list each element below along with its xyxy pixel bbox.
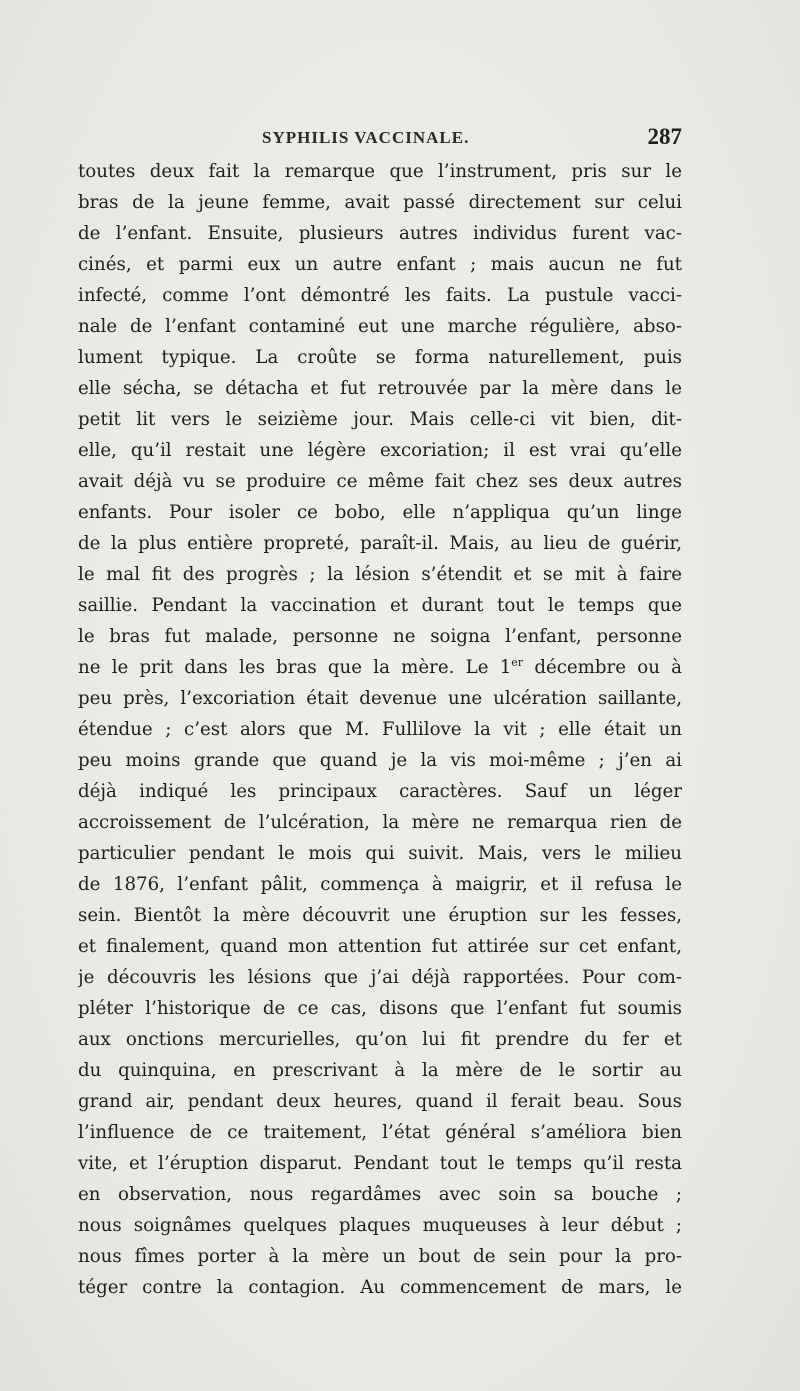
- text-line: peu près, l’excoriation était devenue une ulcération saillante,: [78, 688, 682, 709]
- text-line: accroissement de l’ulcération, la mère ne remarqua rien de: [78, 812, 682, 833]
- text-line: vite, et l’éruption disparut. Pendant tout le temps qu’il resta: [78, 1153, 682, 1174]
- text-line: le bras fut malade, personne ne soigna l’enfant, personne: [78, 626, 682, 647]
- text-line: cinés, et parmi eux un autre enfant ; mais aucun ne fut: [78, 254, 682, 275]
- text-line: toutes deux fait la remarque que l’instrument, pris sur le: [78, 161, 682, 182]
- text-line: peu moins grande que quand je la vis moi-même ; j’en ai: [78, 750, 682, 771]
- text-line: déjà indiqué les principaux caractères. Sauf un léger: [78, 781, 682, 802]
- text-line: de 1876, l’enfant pâlit, commença à maigrir, et il refusa le: [78, 874, 682, 895]
- text-line: particulier pendant le mois qui suivit. Mais, vers le milieu: [78, 843, 682, 864]
- text-line: pléter l’historique de ce cas, disons que l’enfant fut soumis: [78, 998, 682, 1019]
- text-line: elle, qu’il restait une légère excoriation; il est vrai qu’elle: [78, 440, 682, 461]
- text-line: je découvris les lésions que j’ai déjà rapportées. Pour com-: [78, 967, 682, 988]
- text-line: le mal fit des progrès ; la lésion s’étendit et se mit à faire: [78, 564, 682, 585]
- page-header: [78, 124, 682, 154]
- text-line: petit lit vers le seizième jour. Mais celle-ci vit bien, dit-: [78, 409, 682, 430]
- text-line: et finalement, quand mon attention fut attirée sur cet enfant,: [78, 936, 682, 957]
- text-line: elle sécha, se détacha et fut retrouvée par la mère dans le: [78, 378, 682, 399]
- text-line: étendue ; c’est alors que M. Fullilove la vit ; elle était un: [78, 719, 682, 740]
- text-line: l’influence de ce traitement, l’état général s’améliora bien: [78, 1122, 682, 1143]
- text-line: de l’enfant. Ensuite, plusieurs autres individus furent vac-: [78, 223, 682, 244]
- text-line: de la plus entière propreté, paraît-il. Mais, au lieu de guérir,: [78, 533, 682, 554]
- text-line: ne le prit dans les bras que la mère. Le 1er décembre ou à: [78, 655, 682, 678]
- text-line: bras de la jeune femme, avait passé directement sur celui: [78, 192, 682, 213]
- text-line: enfants. Pour isoler ce bobo, elle n’appliqua qu’un linge: [78, 502, 682, 523]
- text-line: nous soignâmes quelques plaques muqueuses à leur début ;: [78, 1215, 682, 1236]
- text-line: saillie. Pendant la vaccination et durant tout le temps que: [78, 595, 682, 616]
- text-line: nale de l’enfant contaminé eut une marche régulière, abso-: [78, 316, 682, 337]
- text-line: aux onctions mercurielles, qu’on lui fit prendre du fer et: [78, 1029, 682, 1050]
- text-line: sein. Bientôt la mère découvrit une éruption sur les fesses,: [78, 905, 682, 926]
- text-line: en observation, nous regardâmes avec soin sa bouche ;: [78, 1184, 682, 1205]
- text-line: nous fîmes porter à la mère un bout de sein pour la pro-: [78, 1246, 682, 1267]
- text-line: infecté, comme l’ont démontré les faits. La pustule vacci-: [78, 285, 682, 306]
- text-line: lument typique. La croûte se forma naturellement, puis: [78, 347, 682, 368]
- page-number: 287: [647, 124, 682, 149]
- text-line: téger contre la contagion. Au commencement de mars, le: [78, 1277, 682, 1298]
- text-line: du quinquina, en prescrivant à la mère de le sortir au: [78, 1060, 682, 1081]
- text-line: avait déjà vu se produire ce même fait chez ses deux autres: [78, 471, 682, 492]
- running-title: SYPHILIS VACCINALE.: [262, 128, 470, 147]
- text-line: grand air, pendant deux heures, quand il ferait beau. Sous: [78, 1091, 682, 1112]
- body-text: [78, 156, 682, 1303]
